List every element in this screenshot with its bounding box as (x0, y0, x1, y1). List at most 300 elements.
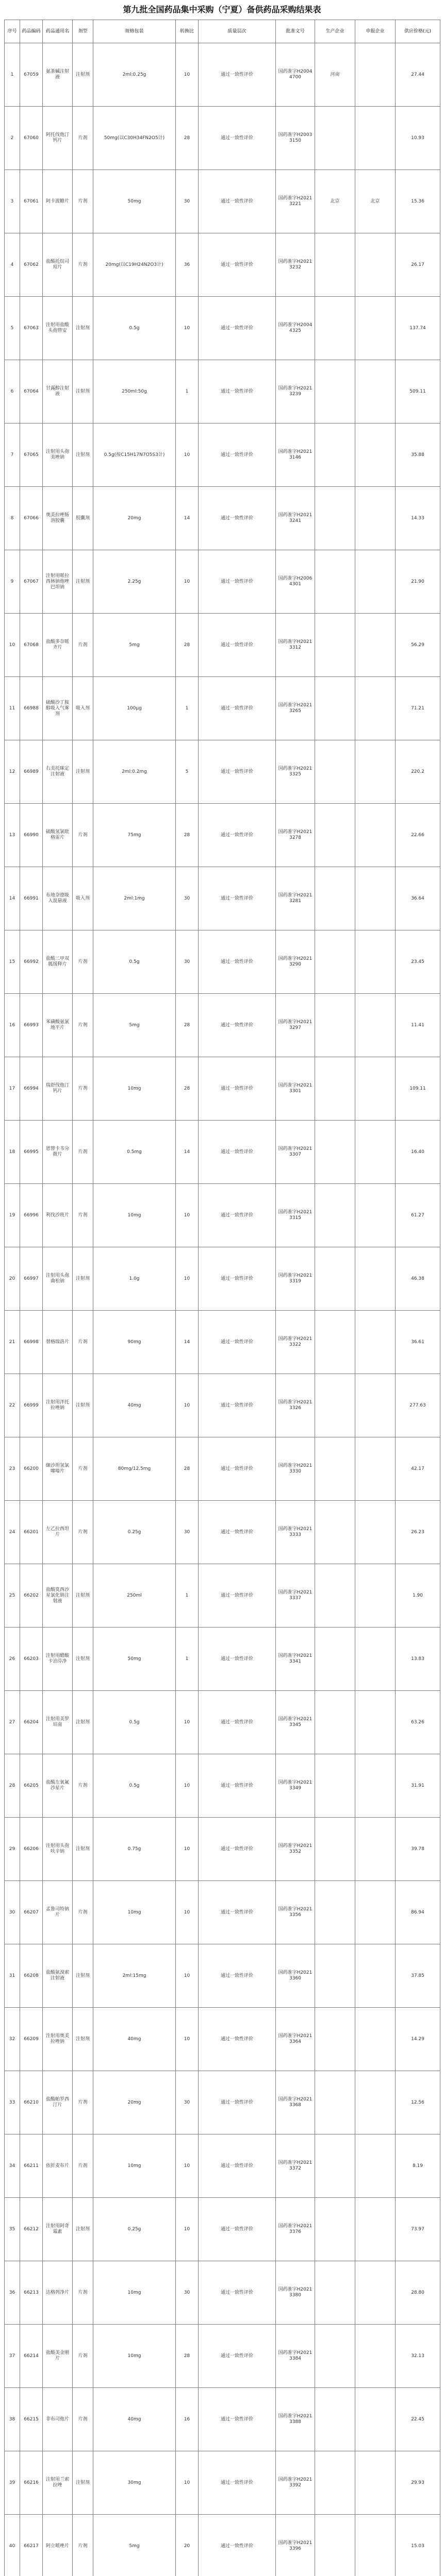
drug-name-cell: 苯磺酸氨氯地平片 (43, 994, 73, 1057)
supply-price-cell: 61.27 (396, 1184, 440, 1247)
specification-cell: 40mg (93, 2388, 176, 2451)
table-row (5, 170, 440, 233)
supply-price-cell: 36.61 (396, 1311, 440, 1374)
applicant-cell (355, 487, 396, 550)
row-number-cell: 3 (5, 170, 20, 233)
manufacturer-cell (315, 1564, 355, 1628)
dosage-form-cell: 片剂 (73, 2325, 93, 2388)
applicant-cell (355, 804, 396, 867)
quality-level-cell: 通过一致性评价 (199, 930, 276, 994)
drug-code-cell: 67061 (20, 170, 43, 233)
dosage-form-cell: 片剂 (73, 2388, 93, 2451)
supply-price-cell: 73.97 (396, 2198, 440, 2261)
drug-name-cell: 注射用美罗培南 (43, 1691, 73, 1754)
manufacturer-cell (315, 1944, 355, 2008)
applicant-cell (355, 2198, 396, 2261)
dosage-form-cell: 注射剂 (73, 2451, 93, 2515)
drug-name-cell: 恩替卡韦分散片 (43, 1121, 73, 1184)
row-number-cell: 34 (5, 2134, 20, 2198)
column-header: 批准文号 (276, 20, 315, 43)
dosage-form-cell: 注射剂 (73, 550, 93, 614)
manufacturer-cell (315, 930, 355, 994)
conversion-ratio-cell: 20 (176, 2515, 199, 2576)
manufacturer-cell (315, 423, 355, 487)
conversion-ratio-cell: 10 (176, 297, 199, 360)
quality-level-cell: 通过一致性评价 (199, 1944, 276, 2008)
row-number-cell: 1 (5, 43, 20, 107)
conversion-ratio-cell: 10 (176, 1691, 199, 1754)
conversion-ratio-cell: 10 (176, 1754, 199, 1818)
applicant-cell (355, 930, 396, 994)
drug-name-cell: 盐酸二甲双胍缓释片 (43, 930, 73, 994)
specification-cell: 90mg (93, 1311, 176, 1374)
manufacturer-cell (315, 550, 355, 614)
quality-level-cell: 通过一致性评价 (199, 1628, 276, 1691)
approval-number-cell: 国药准字H20213325 (276, 740, 315, 804)
specification-cell: 10mg (93, 1057, 176, 1121)
approval-number-cell: 国药准字H20213333 (276, 1501, 315, 1564)
approval-number-cell: 国药准字H20213221 (276, 170, 315, 233)
dosage-form-cell: 注射剂 (73, 1564, 93, 1628)
conversion-ratio-cell: 28 (176, 614, 199, 677)
manufacturer-cell (315, 2071, 355, 2134)
specification-cell: 0.5g(按C15H17N7O5S3计) (93, 423, 176, 487)
quality-level-cell: 通过一致性评价 (199, 1881, 276, 1944)
table-row (5, 994, 440, 1057)
table-row (5, 1437, 440, 1501)
supply-price-cell: 15.36 (396, 170, 440, 233)
applicant-cell (355, 550, 396, 614)
applicant-cell (355, 2515, 396, 2576)
column-header: 序号 (5, 20, 20, 43)
dosage-form-cell: 吸入剂 (73, 867, 93, 930)
dosage-form-cell: 注射剂 (73, 423, 93, 487)
dosage-form-cell: 吸入剂 (73, 677, 93, 740)
table-row (5, 107, 440, 170)
drug-name-cell: 注射用兰索拉唑 (43, 2451, 73, 2515)
drug-code-cell: 67067 (20, 550, 43, 614)
document-title: 第九批全国药品集中采购（宁夏）备供药品采购结果表 (123, 5, 321, 14)
drug-code-cell: 66998 (20, 1311, 43, 1374)
conversion-ratio-cell: 10 (176, 2198, 199, 2261)
table-row (5, 2008, 440, 2071)
conversion-ratio-cell: 14 (176, 1311, 199, 1374)
drug-name-cell: 盐酸帕罗西汀片 (43, 2071, 73, 2134)
drug-name-cell: 阿托伐他汀钙片 (43, 107, 73, 170)
supply-price-cell: 56.29 (396, 614, 440, 677)
conversion-ratio-cell: 28 (176, 107, 199, 170)
row-number-cell: 8 (5, 487, 20, 550)
specification-cell: 5mg (93, 994, 176, 1057)
approval-number-cell: 国药准字H20213384 (276, 2325, 315, 2388)
drug-name-cell: 布地奈德吸入混悬液 (43, 867, 73, 930)
table-row (5, 930, 440, 994)
table-row (5, 1881, 440, 1944)
specification-cell: 0.25g (93, 1501, 176, 1564)
quality-level-cell: 通过一致性评价 (199, 170, 276, 233)
specification-cell: 10mg (93, 2325, 176, 2388)
table-row (5, 740, 440, 804)
row-number-cell: 4 (5, 233, 20, 297)
procurement-table (4, 20, 440, 2576)
conversion-ratio-cell: 5 (176, 740, 199, 804)
manufacturer-cell (315, 614, 355, 677)
row-number-cell: 18 (5, 1121, 20, 1184)
approval-number-cell: 国药准字H20213239 (276, 360, 315, 423)
drug-name-cell: 甘露醇注射液 (43, 360, 73, 423)
dosage-form-cell: 注射剂 (73, 1247, 93, 1311)
applicant-cell (355, 2261, 396, 2325)
approval-number-cell: 国药准字H20064301 (276, 550, 315, 614)
quality-level-cell: 通过一致性评价 (199, 1818, 276, 1881)
dosage-form-cell: 片剂 (73, 233, 93, 297)
supply-price-cell: 13.83 (396, 1628, 440, 1691)
dosage-form-cell: 片剂 (73, 2515, 93, 2576)
column-header: 转换比 (176, 20, 199, 43)
dosage-form-cell: 片剂 (73, 614, 93, 677)
drug-name-cell: 阿卡波糖片 (43, 170, 73, 233)
table-row (5, 1374, 440, 1437)
approval-number-cell: 国药准字H20213360 (276, 1944, 315, 2008)
drug-code-cell: 67062 (20, 233, 43, 297)
row-number-cell: 32 (5, 2008, 20, 2071)
approval-number-cell: 国药准字H20213330 (276, 1437, 315, 1501)
approval-number-cell: 国药准字H20213349 (276, 1754, 315, 1818)
approval-number-cell: 国药准字H20213352 (276, 1818, 315, 1881)
drug-name-cell: 硫酸沙丁胺醇吸入气雾剂 (43, 677, 73, 740)
specification-cell: 75mg (93, 804, 176, 867)
dosage-form-cell: 片剂 (73, 804, 93, 867)
supply-price-cell: 11.41 (396, 994, 440, 1057)
specification-cell: 10mg (93, 1881, 176, 1944)
row-number-cell: 40 (5, 2515, 20, 2576)
quality-level-cell: 通过一致性评价 (199, 487, 276, 550)
conversion-ratio-cell: 28 (176, 994, 199, 1057)
drug-name-cell: 注射用醋酸卡泊芬净 (43, 1628, 73, 1691)
specification-cell: 0.5g (93, 930, 176, 994)
table-row (5, 1057, 440, 1121)
conversion-ratio-cell: 28 (176, 804, 199, 867)
applicant-cell (355, 2134, 396, 2198)
specification-cell: 2ml:0.2mg (93, 740, 176, 804)
conversion-ratio-cell: 28 (176, 2325, 199, 2388)
conversion-ratio-cell: 10 (176, 2451, 199, 2515)
drug-code-cell: 67060 (20, 107, 43, 170)
approval-number-cell: 国药准字H20213315 (276, 1184, 315, 1247)
approval-number-cell: 国药准字H20213146 (276, 423, 315, 487)
column-header: 供应价格(元) (396, 20, 440, 43)
applicant-cell (355, 297, 396, 360)
supply-price-cell: 16.40 (396, 1121, 440, 1184)
supply-price-cell: 8.19 (396, 2134, 440, 2198)
table-row (5, 233, 440, 297)
applicant-cell (355, 2325, 396, 2388)
column-header: 质量层次 (199, 20, 276, 43)
approval-number-cell: 国药准字H20213388 (276, 2388, 315, 2451)
applicant-cell (355, 994, 396, 1057)
applicant-cell (355, 1247, 396, 1311)
specification-cell: 50mg(以C30H34FN2O5计) (93, 107, 176, 170)
dosage-form-cell: 注射剂 (73, 2008, 93, 2071)
specification-cell: 2ml:15mg (93, 1944, 176, 2008)
drug-name-cell: 孟鲁司特钠片 (43, 1881, 73, 1944)
drug-name-cell: 瑞舒伐他汀钙片 (43, 1057, 73, 1121)
column-header: 剂型 (73, 20, 93, 43)
column-header: 申报企业 (355, 20, 396, 43)
quality-level-cell: 通过一致性评价 (199, 43, 276, 107)
drug-code-cell: 66990 (20, 804, 43, 867)
manufacturer-cell (315, 1247, 355, 1311)
applicant-cell (355, 1057, 396, 1121)
row-number-cell: 29 (5, 1818, 20, 1881)
drug-name-cell: 注射用阿奇霉素 (43, 2198, 73, 2261)
applicant-cell (355, 1628, 396, 1691)
specification-cell: 30mg (93, 2451, 176, 2515)
drug-name-cell: 注射用头孢曲松钠 (43, 1247, 73, 1311)
row-number-cell: 36 (5, 2261, 20, 2325)
table-row (5, 2071, 440, 2134)
row-number-cell: 24 (5, 1501, 20, 1564)
applicant-cell (355, 1184, 396, 1247)
quality-level-cell: 通过一致性评价 (199, 2008, 276, 2071)
supply-price-cell: 36.64 (396, 867, 440, 930)
conversion-ratio-cell: 16 (176, 2388, 199, 2451)
applicant-cell (355, 2388, 396, 2451)
drug-code-cell: 66202 (20, 1564, 43, 1628)
table-row (5, 1944, 440, 2008)
manufacturer-cell (315, 107, 355, 170)
drug-name-cell: 右美托咪定注射液 (43, 740, 73, 804)
dosage-form-cell: 片剂 (73, 1501, 93, 1564)
conversion-ratio-cell: 10 (176, 1247, 199, 1311)
quality-level-cell: 通过一致性评价 (199, 614, 276, 677)
table-body (5, 43, 440, 2576)
manufacturer-cell (315, 1184, 355, 1247)
table-row (5, 2515, 440, 2576)
manufacturer-cell (315, 1437, 355, 1501)
specification-cell: 5mg (93, 614, 176, 677)
quality-level-cell: 通过一致性评价 (199, 2261, 276, 2325)
quality-level-cell: 通过一致性评价 (199, 423, 276, 487)
dosage-form-cell: 片剂 (73, 1184, 93, 1247)
quality-level-cell: 通过一致性评价 (199, 740, 276, 804)
manufacturer-cell (315, 1057, 355, 1121)
supply-price-cell: 12.56 (396, 2071, 440, 2134)
drug-code-cell: 66213 (20, 2261, 43, 2325)
supply-price-cell: 1.90 (396, 1564, 440, 1628)
specification-cell: 40mg (93, 1374, 176, 1437)
specification-cell: 40mg (93, 2008, 176, 2071)
drug-name-cell: 注射用头孢呋辛钠 (43, 1818, 73, 1881)
applicant-cell (355, 2071, 396, 2134)
drug-name-cell: 盐酸莫西沙星氯化钠注射液 (43, 1564, 73, 1628)
specification-cell: 20mg(以C19H24N2O3计) (93, 233, 176, 297)
row-number-cell: 28 (5, 1754, 20, 1818)
applicant-cell (355, 2451, 396, 2515)
dosage-form-cell: 片剂 (73, 1881, 93, 1944)
supply-price-cell: 22.45 (396, 2388, 440, 2451)
manufacturer-cell (315, 2325, 355, 2388)
applicant-cell (355, 1818, 396, 1881)
column-header: 生产企业 (315, 20, 355, 43)
drug-name-cell: 注射用盐酸头孢替安 (43, 297, 73, 360)
manufacturer-cell: 北京 (315, 170, 355, 233)
drug-name-cell: 氨茶碱注射液 (43, 43, 73, 107)
approval-number-cell: 国药准字H20213356 (276, 1881, 315, 1944)
quality-level-cell: 通过一致性评价 (199, 550, 276, 614)
supply-price-cell: 37.85 (396, 1944, 440, 2008)
manufacturer-cell (315, 2261, 355, 2325)
manufacturer-cell (315, 360, 355, 423)
drug-code-cell: 66989 (20, 740, 43, 804)
specification-cell: 250ml (93, 1564, 176, 1628)
table-row (5, 1564, 440, 1628)
drug-name-cell: 依折麦布片 (43, 2134, 73, 2198)
applicant-cell (355, 1501, 396, 1564)
applicant-cell (355, 740, 396, 804)
row-number-cell: 9 (5, 550, 20, 614)
supply-price-cell: 14.29 (396, 2008, 440, 2071)
applicant-cell (355, 360, 396, 423)
dosage-form-cell: 注射剂 (73, 1818, 93, 1881)
applicant-cell (355, 1311, 396, 1374)
approval-number-cell: 国药准字H20213392 (276, 2451, 315, 2515)
quality-level-cell: 通过一致性评价 (199, 2325, 276, 2388)
quality-level-cell: 通过一致性评价 (199, 2071, 276, 2134)
specification-cell: 10mg (93, 2261, 176, 2325)
column-header: 规格包装 (93, 20, 176, 43)
dosage-form-cell: 片剂 (73, 2134, 93, 2198)
specification-cell: 0.5mg (93, 1121, 176, 1184)
manufacturer-cell (315, 1628, 355, 1691)
row-number-cell: 38 (5, 2388, 20, 2451)
row-number-cell: 39 (5, 2451, 20, 2515)
supply-price-cell: 137.74 (396, 297, 440, 360)
manufacturer-cell (315, 2134, 355, 2198)
approval-number-cell: 国药准字H20213337 (276, 1564, 315, 1628)
table-row (5, 614, 440, 677)
table-header-row (5, 20, 440, 43)
drug-code-cell: 66204 (20, 1691, 43, 1754)
quality-level-cell: 通过一致性评价 (199, 107, 276, 170)
supply-price-cell: 21.90 (396, 550, 440, 614)
table-row (5, 1754, 440, 1818)
approval-number-cell: 国药准字H20213345 (276, 1691, 315, 1754)
quality-level-cell: 通过一致性评价 (199, 1437, 276, 1501)
conversion-ratio-cell: 10 (176, 2134, 199, 2198)
row-number-cell: 13 (5, 804, 20, 867)
row-number-cell: 19 (5, 1184, 20, 1247)
row-number-cell: 5 (5, 297, 20, 360)
table-row (5, 2261, 440, 2325)
supply-price-cell: 29.93 (396, 2451, 440, 2515)
specification-cell: 50mg (93, 170, 176, 233)
drug-name-cell: 阿立哌唑片 (43, 2515, 73, 2576)
conversion-ratio-cell: 1 (176, 1628, 199, 1691)
quality-level-cell: 通过一致性评价 (199, 994, 276, 1057)
specification-cell: 2.25g (93, 550, 176, 614)
drug-name-cell: 盐酸美金刚片 (43, 2325, 73, 2388)
supply-price-cell: 28.80 (396, 2261, 440, 2325)
drug-code-cell: 66209 (20, 2008, 43, 2071)
conversion-ratio-cell: 14 (176, 1121, 199, 1184)
drug-code-cell: 66996 (20, 1184, 43, 1247)
drug-code-cell: 67064 (20, 360, 43, 423)
drug-code-cell: 66992 (20, 930, 43, 994)
dosage-form-cell: 片剂 (73, 1754, 93, 1818)
row-number-cell: 33 (5, 2071, 20, 2134)
manufacturer-cell (315, 2515, 355, 2576)
table-row (5, 2388, 440, 2451)
dosage-form-cell: 片剂 (73, 1311, 93, 1374)
applicant-cell (355, 1691, 396, 1754)
conversion-ratio-cell: 10 (176, 423, 199, 487)
quality-level-cell: 通过一致性评价 (199, 1247, 276, 1311)
quality-level-cell: 通过一致性评价 (199, 2388, 276, 2451)
table-row (5, 2134, 440, 2198)
drug-name-cell: 奥美拉唑肠溶胶囊 (43, 487, 73, 550)
quality-level-cell: 通过一致性评价 (199, 677, 276, 740)
dosage-form-cell: 片剂 (73, 2071, 93, 2134)
quality-level-cell: 通过一致性评价 (199, 2198, 276, 2261)
conversion-ratio-cell: 14 (176, 487, 199, 550)
manufacturer-cell: 河南 (315, 43, 355, 107)
manufacturer-cell (315, 677, 355, 740)
dosage-form-cell: 片剂 (73, 994, 93, 1057)
manufacturer-cell (315, 1311, 355, 1374)
row-number-cell: 37 (5, 2325, 20, 2388)
table-row (5, 1311, 440, 1374)
dosage-form-cell: 注射剂 (73, 2198, 93, 2261)
dosage-form-cell: 片剂 (73, 1121, 93, 1184)
dosage-form-cell: 片剂 (73, 2261, 93, 2325)
approval-number-cell: 国药准字H20213241 (276, 487, 315, 550)
supply-price-cell: 35.88 (396, 423, 440, 487)
conversion-ratio-cell: 36 (176, 233, 199, 297)
applicant-cell (355, 1437, 396, 1501)
approval-number-cell: 国药准字H20213364 (276, 2008, 315, 2071)
conversion-ratio-cell: 10 (176, 1881, 199, 1944)
row-number-cell: 35 (5, 2198, 20, 2261)
conversion-ratio-cell: 10 (176, 1944, 199, 2008)
approval-number-cell: 国药准字H20213322 (276, 1311, 315, 1374)
specification-cell: 80mg/12.5mg (93, 1437, 176, 1501)
supply-price-cell: 15.03 (396, 2515, 440, 2576)
drug-code-cell: 66206 (20, 1818, 43, 1881)
row-number-cell: 14 (5, 867, 20, 930)
supply-price-cell: 23.45 (396, 930, 440, 994)
conversion-ratio-cell: 30 (176, 1501, 199, 1564)
supply-price-cell: 509.11 (396, 360, 440, 423)
quality-level-cell: 通过一致性评价 (199, 1754, 276, 1818)
manufacturer-cell (315, 487, 355, 550)
approval-number-cell: 国药准字H20213368 (276, 2071, 315, 2134)
dosage-form-cell: 片剂 (73, 170, 93, 233)
specification-cell: 10mg (93, 2134, 176, 2198)
drug-code-cell: 67065 (20, 423, 43, 487)
drug-code-cell: 66999 (20, 1374, 43, 1437)
row-number-cell: 7 (5, 423, 20, 487)
quality-level-cell: 通过一致性评价 (199, 2451, 276, 2515)
drug-code-cell: 66215 (20, 2388, 43, 2451)
drug-code-cell: 66995 (20, 1121, 43, 1184)
table-row (5, 1818, 440, 1881)
drug-code-cell: 66994 (20, 1057, 43, 1121)
dosage-form-cell: 注射剂 (73, 1628, 93, 1691)
table-row (5, 1247, 440, 1311)
conversion-ratio-cell: 30 (176, 2261, 199, 2325)
drug-code-cell: 66207 (20, 1881, 43, 1944)
